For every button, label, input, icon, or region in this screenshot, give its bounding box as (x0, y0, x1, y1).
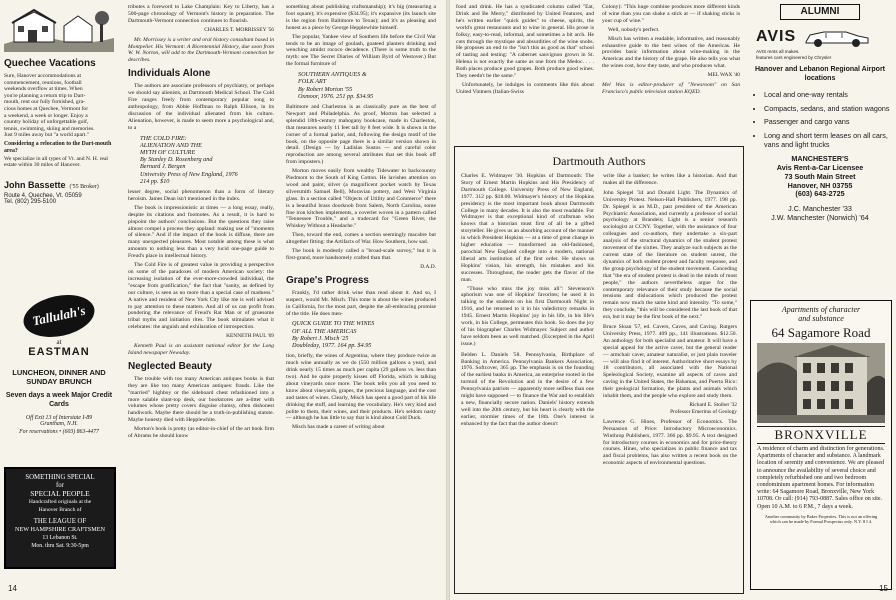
sagamore-footer: Another community by Baker Properties. This is not an offering which can be made by Formal Prospectus only. N.Y. 8 I 4. (764, 513, 878, 525)
reviewer-bio: Mr. Morrissey is a writer and oral history consultant based in Montpelier. His Vermont: A Bicentennial History, due soon from W. W. Norton, will add to the Dartmouth-Vermont connection he describes. (128, 36, 274, 64)
quick-guide-paragraph: Misch has made a career of writing about (292, 424, 385, 431)
craftsmen-line: 13 Lebanon St. (42, 535, 78, 541)
quechee-agent-block (4, 175, 116, 205)
tallulah-exit: Off Exit 13 of Interstate I-89 (25, 415, 93, 421)
tallulahs-ad (4, 292, 114, 452)
quechee-line: Sure, Hanover accommodations at (4, 73, 82, 79)
dartmouth-authors-box (454, 146, 744, 594)
sagamore-body: A residence of charm and distinction for generations. Apartments of character and substance. A landmark location of serenity and convenience. We are pleased to announce the availability of several choice and completely refurbished one and two bedroom condominium apartment homes. For information write: 64 Sagamore Road, Bronxville, New York 10708. Or call: (914) 793-0887. Sales office on site. Open 10 A.M. to 6 P.M., 7 days a week. (757, 446, 885, 510)
quick-guide-book-info (286, 320, 436, 349)
tallulah-sub: Seven days a week Major Credit Cards (5, 392, 113, 408)
sagamore-tagline (751, 305, 891, 323)
quechee-line: cious homes at Quechee, Vermont for (4, 105, 89, 112)
quechee-answer: We specialize in all types of Vt. and N. H. real estate within 30 miles of Hanover. (4, 155, 108, 169)
dartmouth-authors-title: Dartmouth Authors (552, 154, 646, 168)
morrissey-review-end: tributes a foreword to Lake Champlain: Key to Liberty, has a 500-page chronology of Vermont's history in preparation. The Dartmouth-Vermont connection continues to flourish. (128, 4, 274, 24)
wine-paragraph: Well, nobody's perfect. (608, 26, 660, 33)
licensee-phone: (603) 643-2725 (795, 189, 845, 199)
car-icon (802, 26, 872, 48)
sagamore-address-title: 64 Sagamore Road (771, 325, 871, 340)
individuals-paragraph: The authors are associate professors of psychiatry, or perhaps we should say alienists, at Dartmouth Medical School. The Cold Fire ranges freely from contemporary popular song to anthropology, from Abbie Hoffman to Ralph Ellison, in its discussion of the individual alienated from his culture. Alienation, however, is made to seem more a psychological and, to a (128, 83, 274, 131)
quechee-line: weekends overflow at times. When (4, 86, 83, 93)
book-line: Bernard J. Bergen (140, 163, 186, 171)
page-number-left: 14 (8, 584, 17, 593)
individuals-alone-title: Individuals Alone (128, 68, 211, 80)
book-line: ALIENATION AND THE (140, 141, 202, 149)
quechee-line: a weekend, a week or longer. Enjoy a (4, 112, 88, 119)
avis-licensee-block (750, 155, 890, 223)
reviewer-signature: Richard E. Stoiber '32 Professor Emeritus of Geology (670, 402, 737, 415)
author-entry: John Spiegel '34 and Donald Light. The Dynamics of University Protest. Nelson-Hall Publishers, 1977. 198 pp. Dr. Spiegel is an M.D., past president of the American Psychiatric Association, and currently a professor of social psychology at Brandeis; Light is a senior research sociologist at CCNY. Together, with the assistance of four colleagues and co-authors, they undertake a six-part analysis of the structural dynamics of the student protest movement of the sixties. They analyze such subjects as the current state of the literature on student unrest, the dynamics of both student protest and faculty response, and the group psychology of the student movement. Conceding that "the era of student protest is dead in the minds of most people," the authors nevertheless argue for the contemporary relevance of their study because the social tensions and dislocations which produced the protest remain now much the same kind and intensity. "To some," they conclude, "this will be considered the last book of that era, but it may be the first book of the next." (603, 189, 737, 321)
wine-paragraph: Colony): "This huge combine produces more different kinds of wine than you can shake a stick at — if shaking sticks is your cup of wine." (602, 4, 740, 24)
author-entry: Bruce Sloan '57, ed. Cavers, Caves, and Caving. Rutgers University Press, 1977. 409 pp., 141 illustrations. $12.50. An anthology for both specialist and amateur. It will have a special appeal for the active caver, but the general reader — armchair caver, amateur naturalist, or just plain traveler — will also find it of interest. Authoritative short essays by 18 contributors, all associated with the National Speleological Society, examine all aspects of caves and caving in the United States, the Bahamas, and Puerto Rico: their geological formation, the plants and animals which inhabit them, and the people who explore and study them. (603, 324, 737, 400)
antiques-paragraph: something about publishing craftsmanship); it's big (measuring a foot square); it's expensive ($34.95); it's expansive (its launch site is the region from Baltimore to Texas); and it's as pleasing and honest as a piece by George Hepplewhite himself. (286, 4, 436, 31)
craftsmen-line: Mon. thru Sat. 9:30-5pm (31, 543, 89, 549)
building-photo (757, 343, 885, 423)
book-line: QUICK GUIDE TO THE WINES (292, 320, 375, 328)
quechee-question: Considering a relocation to the Dart-mouth area? (4, 140, 112, 154)
craftsmen-line: NEW HAMPSHIRE CRAFTSMEN (15, 526, 105, 533)
reviewer-bio: Mel Wax is editor-producer of "Newsroom" on San Francisco's public television station KQED. (602, 82, 740, 95)
right-top-column-1 (456, 4, 594, 142)
licensee-name: MANCHESTER'S (791, 154, 849, 164)
right-page (450, 0, 896, 600)
wine-paragraph: Misch has written a readable, informative, and reasonably exhaustive guide to the best wines of the Americas. He provides basic information about wine-making in the Americas and the history of the grape. He also tells you what the wines cost, how they taste, and who produces what. (602, 35, 740, 70)
quechee-line: Just 9 miles away but "a world apart." (4, 132, 90, 139)
avis-service-item: • Compacts, sedans, and station wagons (764, 105, 890, 114)
licensee-subtitle: Avis Rent-a-Car Licensee (776, 162, 864, 172)
neglected-beauty-title: Neglected Beauty (128, 360, 212, 372)
tallulah-reserve: For reservations • (603) 863-4477 (19, 429, 99, 435)
avis-logo: AVIS (756, 28, 797, 45)
league-craftsmen-ad (4, 467, 116, 569)
cold-fire-paragraph: The book is impressionistic at times — a long essay, really, despite its citations and footnotes. As a result, it is hard to pinpoint the authors' conclusions. But the questions they raise almost compel a process they applaud: making use of "moments of silence." And if the impact of the book is diffuse, there are many unexpected pleasures. Most notable among these is what amounts to nothing less than a very lucid one-page guide to Freud's place in intellectual history. (128, 204, 274, 260)
quechee-line: commencement, reunions, football (4, 79, 82, 86)
craftsmen-line: SPECIAL PEOPLE (30, 489, 90, 498)
licensee-owner: J.C. Manchester '33 (788, 204, 852, 214)
book-line: OF ALL THE AMERICAS (292, 327, 357, 335)
quechee-line: country holiday of unforgettable golf, (4, 119, 89, 126)
alumni-avis-ad (750, 4, 890, 296)
quechee-line: tennis, swimming, skiing and memories. (4, 125, 95, 132)
avis-service-item: • Long and short term leases on all cars, vans and light trucks (764, 132, 890, 149)
southern-antiques-book-info (286, 71, 436, 100)
craftsmen-line: THE LEAGUE OF (33, 518, 87, 525)
author-entry: "Those who miss the joy miss all": Stevenson's aphorism was one of Hopkins' favorites; he used it in talking to the students on his first Dartmouth Night in 1916, and he returned to it in his valedictory remarks in 1945. Ernest Martin Hopkins' joy in his life, in his life's work, in his College, permeates this book. So does the joy of his biographer Charles Widmayer. Subject and author have seldom been as well matched. (Excerpted in the April issue.) (461, 285, 594, 347)
antiques-paragraph: The popular, Yankee view of Southern life before the Civil War tends to be an image of goulash, goateed planters drinking and wenching amidst rococo decadence. (There is some truth to the myth: see The Secret Diaries of William Byrd of Westover.) But the formal furniture of (286, 33, 436, 68)
neglected-paragraph: The trouble with too many American antiques books is that they are like too many American antiques: frauds. Like the "married" highboy or the sideboard chest refashioned into a more salable slant-top desk, our bookstores are a-litter with volumes whose pretty covers disguise clumsy, often dishonest handiwork. Maybe there should be a truth-in-publishing statute. Maybe honesty died with Hepplewhite. (128, 375, 274, 424)
neglected-paragraph: Morton's book is pretty (as editor-in-chief of the art book firm of Abrams he should know (128, 426, 274, 440)
tallulah-town: Grantham, N.H. (40, 421, 78, 427)
book-line: Oxmoor, 1976. 251 pp. $34.95 (298, 92, 374, 100)
tallulah-logo-text: Tallulah's (31, 302, 87, 329)
wine-paragraph: food and drink. He has a syndicated column called "Eat, Drink and Be Merry," distributed by United Features, and he's written earlier "quick guides" to cheese, spirits, the world's great restaurants and to wine in general. His prose is folksy, easy-to-read, informal, and sometimes a bit arch. He cuts through the mystique and absurdities of the wine snobs. He proposes an end to the "isn't this as good as that" school of tasting and testing: "A cabernet sauvignon grown in St. Helena is not exactly the same as one from the Medoc. . . . Both places produce good grapes. Both produce good wines. They needn't be the same." (456, 4, 594, 80)
quechee-body (4, 73, 116, 139)
right-top-column-2 (602, 4, 740, 142)
alumni-label: ALUMNI (780, 4, 860, 20)
page-number-right: 15 (879, 584, 888, 593)
southern-paragraph: Baltimore and Charleston is as classically pure as the best of Newport and Philadelphia. As proof, Morton has selected a splendid 18th-century mahogany bookcase, made in Charleston, that measures nearly 11 feet tall by 8 feet wide. It is shown in the corner of a formal parlor, and, following the design motif of the book, on the opposite page there is a similar version shown in detail. (Design — by Ladislas Sustos — and careful color reproduction are among several attributes that set this book off from imposters.) (286, 103, 436, 166)
southern-paragraph: The book is modestly called a "broad-scale survey," but it is first-grand, more handsomely crafted than that. (286, 248, 436, 261)
book-line: MYTH OF CULTURE (140, 149, 196, 156)
licensee-town: Hanover, NH 03755 (787, 180, 853, 190)
quechee-line: you're planning a return trip to Dart- (4, 92, 86, 99)
tallulah-place: EASTMAN (28, 346, 90, 358)
authors-column-2 (603, 173, 737, 589)
tagline-line: and substance (798, 314, 844, 323)
avis-service-item: • Local and one-way rentals (764, 91, 890, 100)
agent-phone: Tel. (802) 295-5100 (4, 198, 57, 205)
bronxville-banner: BRONXVILLE (757, 426, 885, 444)
left-column-3 (286, 4, 436, 584)
author-entry: Charles E. Widmayer '30. Hopkins of Dartmouth: The Story of Ernest Martin Hopkins and His Presidency of Dartmouth College. University Press of New England, 1977. 312 pp. $18.00. Widmayer's history of the Hopkins presidency is the most important book about Dartmouth College in many decades. It is also the most readable. For Widmayer is that exceptional kind of craftsman who knows that a historian must first of all be a gifted storyteller. He gives us an absorbing account of the manner in which President Hopkins — at a time of great change in higher education — transformed an old-fashioned, parochial New England college into a modern, national liberal arts institution of the first order. He shows us Hopkins' vision, his strength, his mistakes and his successes. Throughout, the reader gets the flavor of the man. (461, 173, 594, 283)
wine-paragraph: Unfortunately, he indulges in comments like this about United Vintners (Italian-Swiss (456, 81, 594, 95)
reviewer-signature: CHARLES T. MORRISSEY '56 (204, 26, 274, 33)
reviewer-bio: Kenneth Paul is an assistant national editor for the Long Island newspaper Newsday. (128, 343, 274, 356)
book-line: By Robert J. Misch '25 (292, 334, 349, 342)
avis-service-item: • Passenger and cargo vans (764, 118, 890, 127)
left-page (0, 0, 446, 600)
avis-services-list (750, 91, 890, 149)
quechee-title: Quechee Vacations (4, 58, 96, 69)
author-entry: Lawrence G. Hines, Professor of Economics. The Persuasion of Price: Introductory Microeconomics. Winthrop Publishers, 1977. 366 pp. $9.95. A text designed for introductory courses in economics and for price-theory courses. Hines, who specializes in public finance and tax and fiscal problems, has also written a recent book on the economic aspects of environmental questions. (603, 418, 737, 467)
tallulah-logo (20, 292, 99, 343)
southern-paragraph: Then, toward the end, comes a section seemingly macabre but altogether fitting: the Artifacts of War. How Southern, how sad. (286, 232, 436, 246)
agent-name: John Bassette (4, 179, 66, 190)
book-line: University Press of New England, 1976 (140, 170, 238, 178)
book-line: By Stanley D. Rosenberg and (140, 156, 213, 164)
rural-landscape-illustration (4, 4, 114, 52)
tallulah-headline: LUNCHEON, DINNER AND SUNDAY BRUNCH (12, 368, 106, 386)
craftsmen-line: SOMETHING SPECIAL (25, 474, 95, 481)
tallulah-at: at (56, 338, 62, 346)
southern-paragraph: Morton moves easily from wealthy Tidewater to backcountry Piedmont to the South of King Cotton. He lavishes attention on wood and paint, silver (a magnificent pocket watch by Texas silversmith Samuel Bell), Moravian pottery, and West Virginia glass. In a section called "Objects of Utility and Commerce" there is a beautiful brass doorknob from Salem, North Carolina, some fine iron kitchen implements, a coverlet woven in a pattern called "Tennessee Trouble," and a tradecard for "Green River, the Whiskey Without a Headache." (286, 168, 436, 230)
craftsmen-line: for (56, 482, 64, 489)
quechee-vacations-ad (4, 4, 116, 269)
cold-fire-paragraph: The Cold Fire is of greatest value in providing a perspective on some of the paradoxes of modern American society: the increasing isolation of the ever-more-crowded individual, the "escape from gratification," the fact that "sanity, as defined by our culture, is seen as no more than a special case of madness." A native and resident of New York City like me is well advised to pay attention to these matters. And all of us can profit from pondering the relevance of Freud's Rat Man or of gruesome tribal myths and initiation rites. The book stimulates what it celebrates: the anguish and exhilaration of introspection. (128, 262, 274, 331)
craftsmen-ad-text (6, 469, 114, 550)
licensee-owner: J.W. Manchester (Norwich) '64 (771, 212, 869, 222)
agent-class: ('55 Broker) (69, 183, 99, 190)
book-line: Doubleday, 1977. 164 pp. $4.95 (292, 342, 372, 350)
quechee-line: mouth, rent our fully furnished, gra- (4, 99, 85, 106)
book-line: FOLK ART (298, 78, 327, 86)
craftsmen-line: Hanover Branch of (38, 507, 82, 513)
book-line: By Robert Morton '55 (298, 85, 353, 93)
left-column-2 (128, 4, 274, 584)
authors-column-1 (461, 173, 594, 589)
grape-paragraph: Frankly, I'd rather drink wine than read about it. And so, I suspect, would Mr. Misch. This tome is about the wines produced in California, for the most part, despite the all-embracing promise of the title. He does men- (286, 289, 436, 317)
reviewer-signature: KENNETH PAUL '69 (226, 333, 274, 340)
sagamore-road-ad (750, 300, 892, 590)
reviewer-signature: D.A.D. (420, 263, 436, 270)
quick-guide-paragraph: tion, briefly, the wines of Argentina, where they produce twice as much wine annually as we do (550 million gallons a year), and drink nearly 15 times as much per capita (29 gallons vs. less than two). And he quite properly kisses off Florida, which is talking about vineyards once more. The book tells you all you need to know about vineyards, grapes, the precious language, and the cost and tastes of wines. Clearly, Misch has spent a good part of his life drinking the stuff, and learning the vocabulary. He's very kind and polite to them, their wines, and their products. He's seldom nasty — although he has little to say that is kind about Cold Duck. (286, 353, 436, 422)
tagline-line: Apartments of character (781, 305, 861, 314)
avis-sub: AVIS rents all makes. features cars engineered by Chrysler (756, 49, 832, 60)
avis-brand-row (756, 26, 890, 48)
grapes-progress-title: Grape's Progress (286, 274, 369, 286)
author-entry: Belden L. Daniels '58. Pennsylvania, Birthplace of Banking in America. Pennsylvania Bankers Association, 1976. Softcover, 365 pp. The emphasis is on the founding of the earliest banks in America, an enterprise rooted in the turmoil of the Revolution and in the desire of a few Pennsylvania patriots — apparently more selfless than one might have supposed — to finance the War and to establish a new, financially secure nation. Daniels' history extends well into the 20th century, but his heart is clearly with the earlier, stormier times of the 18th. One's interest is enhanced by the fact that the author doesn't (461, 351, 594, 427)
agent-address: Route 4, Quechee, Vt. 05059 (4, 192, 82, 199)
cold-fire-book-info (128, 135, 274, 185)
book-line: SOUTHERN ANTIQUES & (298, 71, 367, 79)
avis-headline: Hanover and Lebanon Regional Airport locations (754, 66, 886, 82)
craftsmen-line: Handcrafted originals at the (28, 499, 92, 505)
author-entry: write like a banker; he writes like a historian. And that makes all the difference. (603, 173, 737, 186)
licensee-street: 73 South Main Street (784, 171, 856, 181)
book-line: THE COLD FIRE: (140, 134, 187, 142)
book-line: 214 pp. $10 (140, 177, 170, 185)
reviewer-signature: MEL WAX '40 (707, 72, 740, 79)
cold-fire-paragraph: lesser degree, social phenomenon than a form of literary heroism. James Dean isn't mentioned in the index. (128, 189, 274, 202)
